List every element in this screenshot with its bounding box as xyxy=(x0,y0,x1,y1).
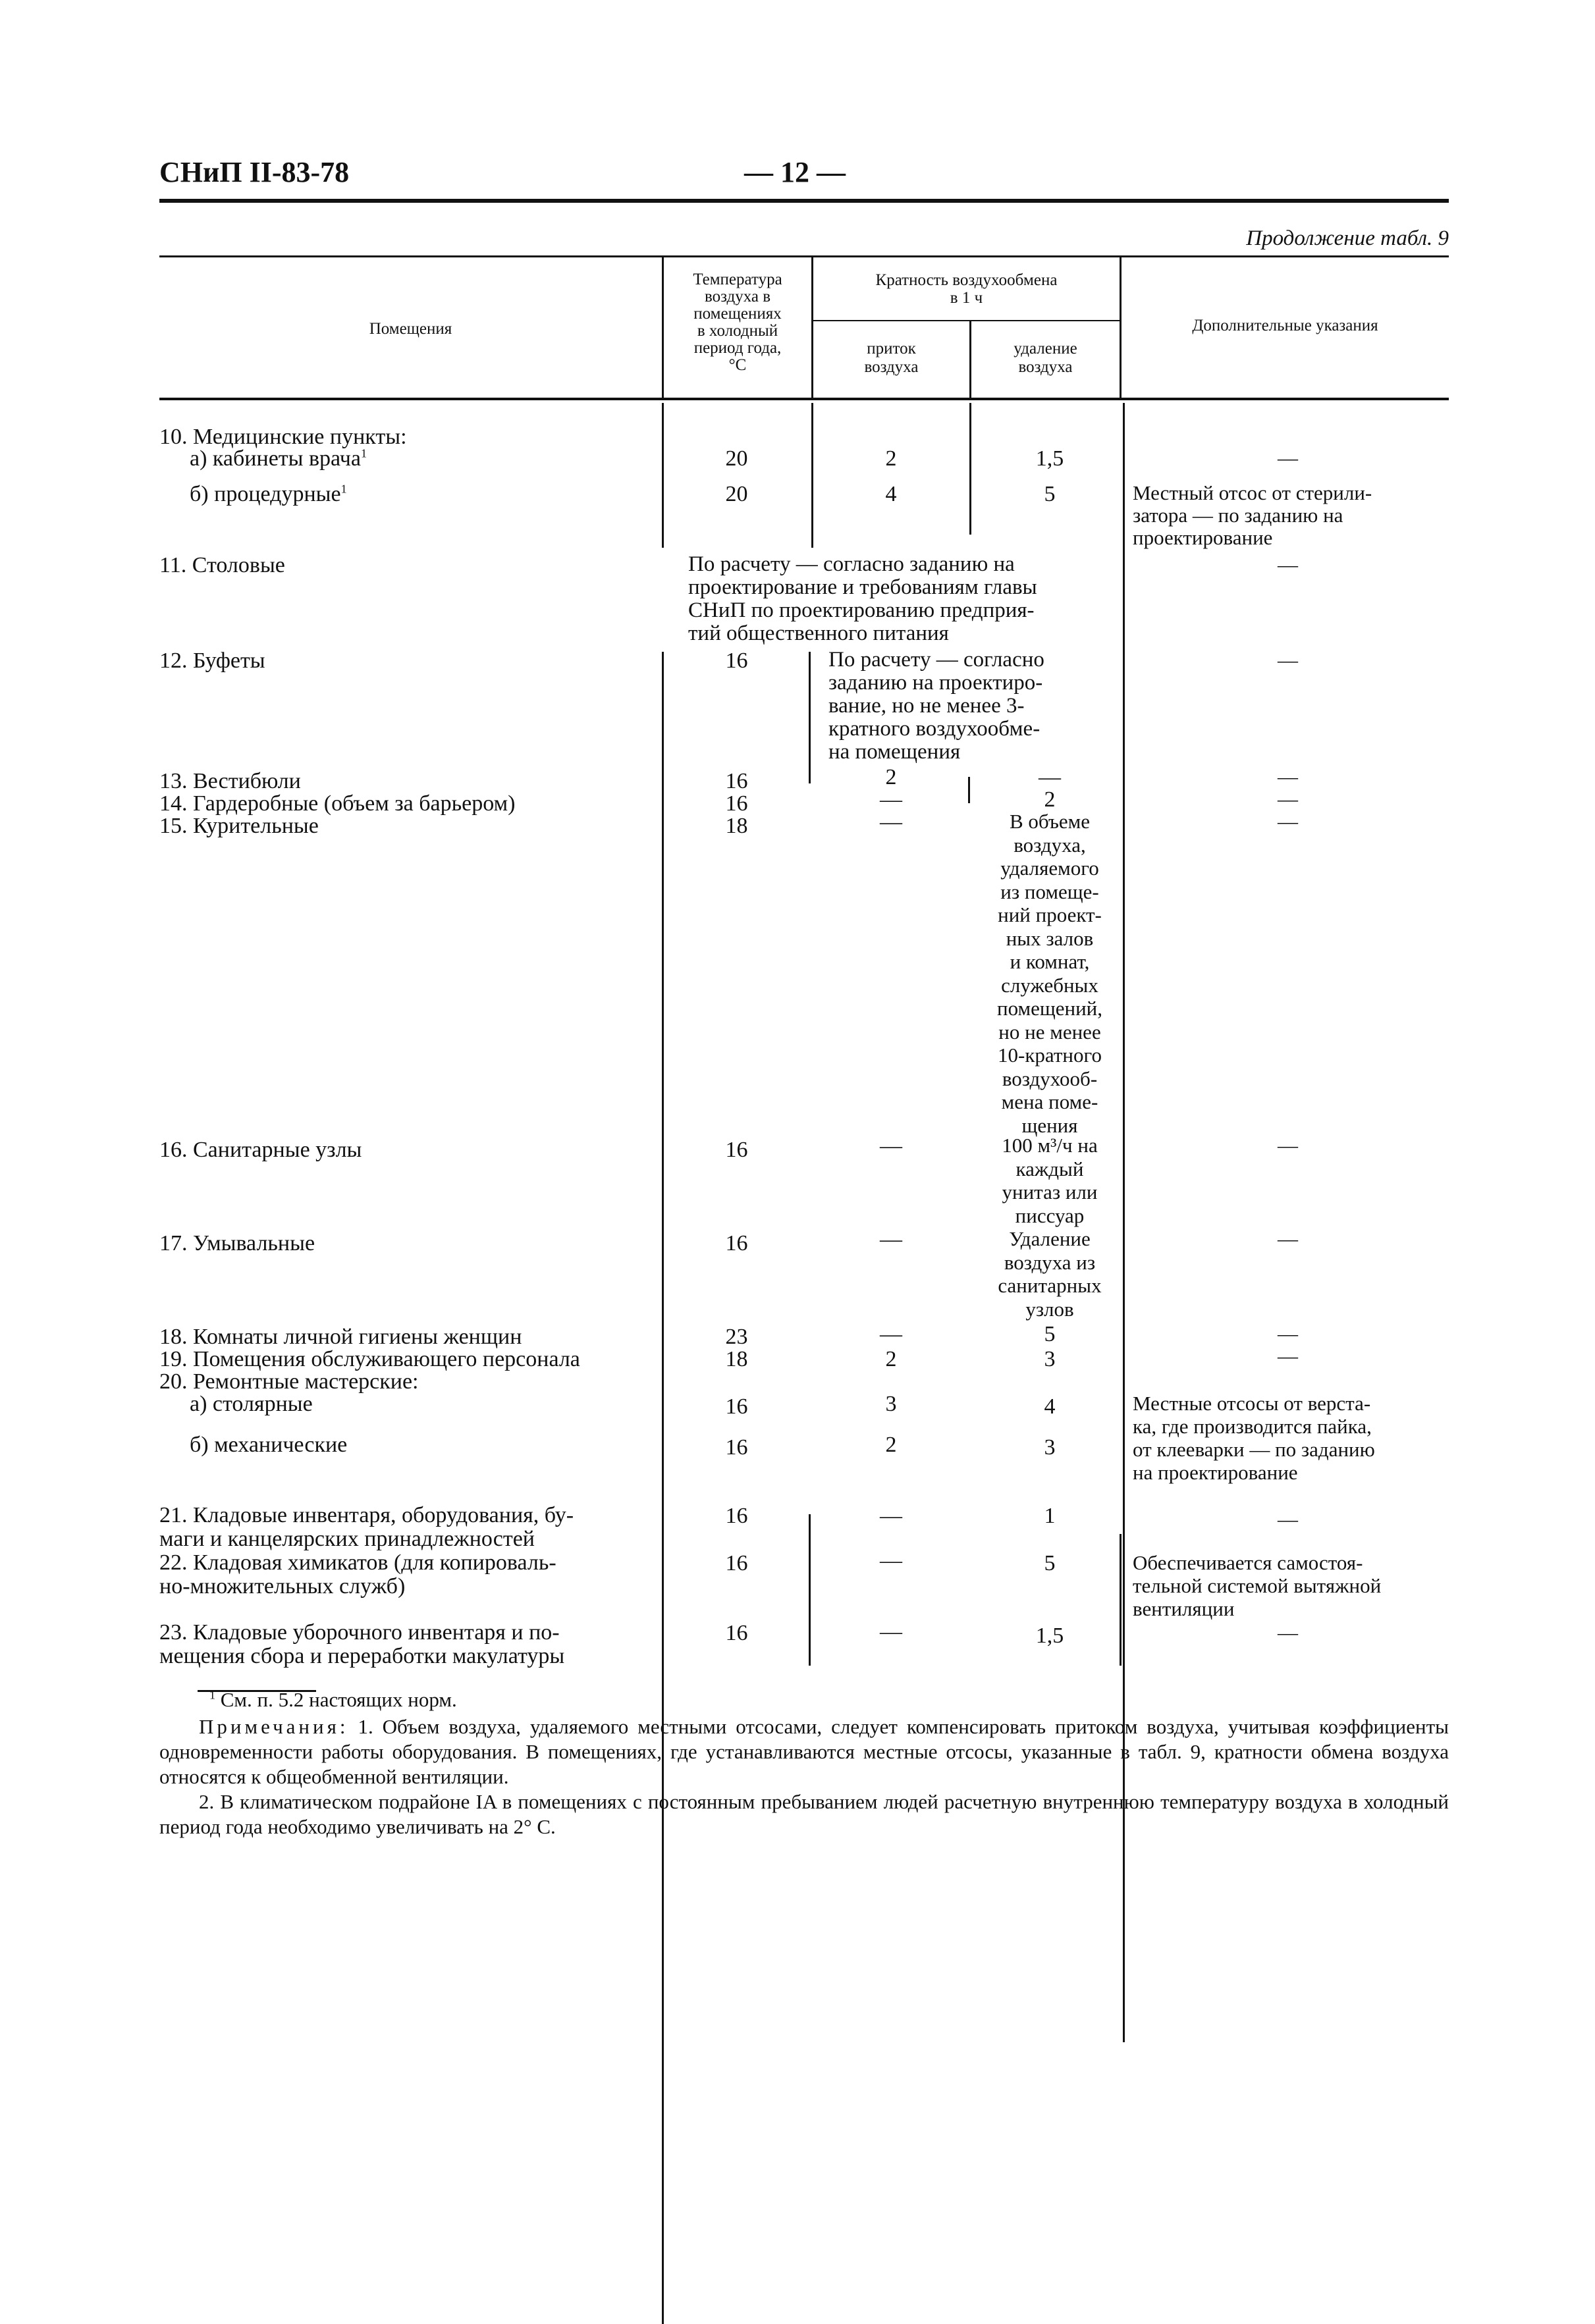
cell-supply: — xyxy=(880,810,902,834)
cell-supply: — xyxy=(880,787,902,812)
cell-temp: 16 xyxy=(725,1435,748,1460)
cell-temp: 16 xyxy=(725,1394,748,1419)
cell-temp: 16 xyxy=(725,1231,748,1255)
cell-note: — xyxy=(1278,765,1298,788)
cell-temp: 18 xyxy=(725,814,748,838)
row-name: 19. Помещения обслуживающего персонала xyxy=(159,1347,580,1371)
row-name: 11. Столовые xyxy=(159,553,285,577)
col-header-supply: приток воздуха xyxy=(864,340,919,376)
cell-exhaust: 3 xyxy=(1044,1435,1056,1460)
row-name: 17. Умывальные xyxy=(159,1231,315,1255)
cell-exhaust: 5 xyxy=(1044,1551,1056,1575)
col-header-exchange-rate: Кратность воздухообмена в 1 ч xyxy=(875,271,1058,307)
cell-exhaust: 5 xyxy=(1044,482,1056,506)
note-1: 1. Объем воздуха, удаляемого местными отсосами, следует компенсировать притоком воздуха, учитывая коэффициенты одновременности работы оборудования. В помещениях, где устанавливаются местные отсосы, указанные в табл. 9, кратности обмена воздуха относятся к общеобменной вентиляции. xyxy=(159,1715,1449,1788)
row-name: 12. Буфеты xyxy=(159,648,265,673)
header-rule xyxy=(159,199,1449,203)
row-name: б) процедурные$^1$ xyxy=(190,482,347,506)
cell-temp: 16 xyxy=(725,1551,748,1575)
cell-temp: 20 xyxy=(725,446,748,471)
row-name: 10. Медицинские пункты: xyxy=(159,425,407,449)
notes-label: Примечания: xyxy=(199,1715,349,1738)
cell-supply: — xyxy=(880,1548,902,1573)
col-header-notes: Дополнительные указания xyxy=(1192,317,1378,334)
cell-note: — xyxy=(1278,1344,1298,1367)
row-name: 16. Санитарные узлы xyxy=(159,1138,362,1162)
cell-temp: 16 xyxy=(725,1138,748,1162)
cell-span: По расчету — согласно заданию на проектиро- вание, но не менее 3- кратного воздухообме- на помещения xyxy=(828,648,1044,764)
cell-note: — xyxy=(1278,1508,1298,1531)
col-header-rooms: Помещения xyxy=(369,320,452,338)
page-number: — 12 — xyxy=(744,156,846,188)
row-name: 18. Комнаты личной гигиены женщин xyxy=(159,1325,522,1349)
cell-note: — xyxy=(1278,1227,1298,1250)
row-name: 14. Гардеробные (объем за барьером) xyxy=(159,791,516,816)
column-divider xyxy=(662,652,664,2324)
cell-supply: — xyxy=(880,1134,902,1158)
cell-supply: 2 xyxy=(885,1347,897,1371)
cell-supply: 3 xyxy=(885,1392,897,1416)
cell-exhaust: 1 xyxy=(1044,1504,1056,1528)
cell-exhaust: Удаление воздуха из санитарных узлов xyxy=(998,1227,1102,1321)
cell-supply: 2 xyxy=(885,1433,897,1457)
row-name: 20. Ремонтные мастерские: xyxy=(159,1369,419,1394)
footnote-mark: 1 xyxy=(360,446,367,460)
footnote-text: См. п. 5.2 настоящих норм. xyxy=(220,1688,457,1711)
cell-note: Местные отсосы от верста- ка, где производится пайка, от клееварки — по заданию на проектирование xyxy=(1133,1392,1375,1484)
row-name: б) механические xyxy=(190,1433,348,1457)
cell-temp: 16 xyxy=(725,1504,748,1528)
note-2: 2. В климатическом подрайоне IA в помещениях с постоянным пребыванием людей расчетную внутреннюю температуру воздуха в холодный период года необходимо увеличивать на 2° С. xyxy=(159,1790,1449,1838)
notes xyxy=(159,1714,1449,1839)
cell-temp: 16 xyxy=(725,1621,748,1645)
cell-note: Местный отсос от стерили- затора — по заданию на проектирование xyxy=(1133,481,1372,549)
cell-note: — xyxy=(1278,1322,1298,1345)
row-name: а) столярные xyxy=(190,1392,313,1416)
cell-note: — xyxy=(1278,1134,1298,1157)
cell-exhaust: 100 м³/ч на каждый унитаз или писсуар xyxy=(1002,1134,1098,1227)
row-name: а) кабинеты врача$^1$ xyxy=(190,446,367,471)
cell-supply: 2 xyxy=(885,446,897,471)
cell-exhaust: 5 xyxy=(1044,1322,1056,1346)
cell-supply: — xyxy=(880,1620,902,1644)
cell-note: — xyxy=(1278,810,1298,833)
cell-temp: 23 xyxy=(725,1325,748,1349)
document-code: СНиП II-83-78 xyxy=(159,156,350,188)
row-name: 21. Кладовые инвентаря, оборудования, бу- маги и канцелярских принадлежностей xyxy=(159,1503,574,1551)
cell-temp: 16 xyxy=(725,769,748,793)
cell-temp: 16 xyxy=(725,648,748,673)
footnote-mark: 1 xyxy=(209,1688,215,1702)
cell-note: — xyxy=(1278,648,1298,672)
column-divider xyxy=(811,403,813,548)
cell-note: — xyxy=(1278,1621,1298,1644)
cell-supply: 2 xyxy=(885,765,897,789)
cell-temp: 20 xyxy=(725,482,748,506)
cell-note: — xyxy=(1278,446,1298,469)
header-split-rule xyxy=(811,320,1120,321)
cell-supply: — xyxy=(880,1504,902,1528)
cell-exhaust: 1,5 xyxy=(1035,1624,1064,1648)
cell-note: — xyxy=(1278,553,1298,576)
col-header-exhaust: удаление воздуха xyxy=(1014,340,1077,376)
row-name: 22. Кладовая химикатов (для копироваль- но-множительных служб) xyxy=(159,1550,556,1598)
table-top-rule xyxy=(159,255,1449,257)
cell-exhaust: 2 xyxy=(1044,787,1056,812)
cell-exhaust: 4 xyxy=(1044,1394,1056,1419)
cell-note: — xyxy=(1278,787,1298,810)
cell-exhaust: 3 xyxy=(1044,1347,1056,1371)
header-bottom-rule xyxy=(159,398,1449,400)
cell-temp: 18 xyxy=(725,1347,748,1371)
cell-span: По расчету — согласно заданию на проектирование и требованиям главы СНиП по проектированию предприя- тий общественного питания xyxy=(688,552,1037,645)
cell-note: Обеспечивается самостоя- тельной системой вытяжной вентиляции xyxy=(1133,1551,1382,1620)
row-name: 15. Курительные xyxy=(159,814,319,838)
column-divider xyxy=(662,403,664,548)
table-continuation-label: Продолжение табл. 9 xyxy=(1246,226,1449,250)
footnote-mark: 1 xyxy=(340,482,347,496)
cell-supply: — xyxy=(880,1322,902,1346)
col-header-temperature: Температура воздуха в помещениях в холодный период года, °С xyxy=(693,271,782,374)
footnote xyxy=(209,1688,457,1712)
cell-supply: — xyxy=(880,1227,902,1252)
cell-exhaust: В объеме воздуха, удаляемого из помеще- ний проект- ных залов и комнат, служебных помещений, но не менее 10-кратного воздухооб- мена поме- щения xyxy=(996,810,1103,1137)
cell-supply: 4 xyxy=(885,482,897,506)
cell-exhaust: 1,5 xyxy=(1035,446,1064,471)
cell-exhaust: — xyxy=(1039,765,1061,789)
cell-temp: 16 xyxy=(725,791,748,816)
row-name: 13. Вестибюли xyxy=(159,769,301,793)
row-name: 23. Кладовые уборочного инвентаря и по- мещения сбора и переработки макулатуры xyxy=(159,1620,565,1668)
